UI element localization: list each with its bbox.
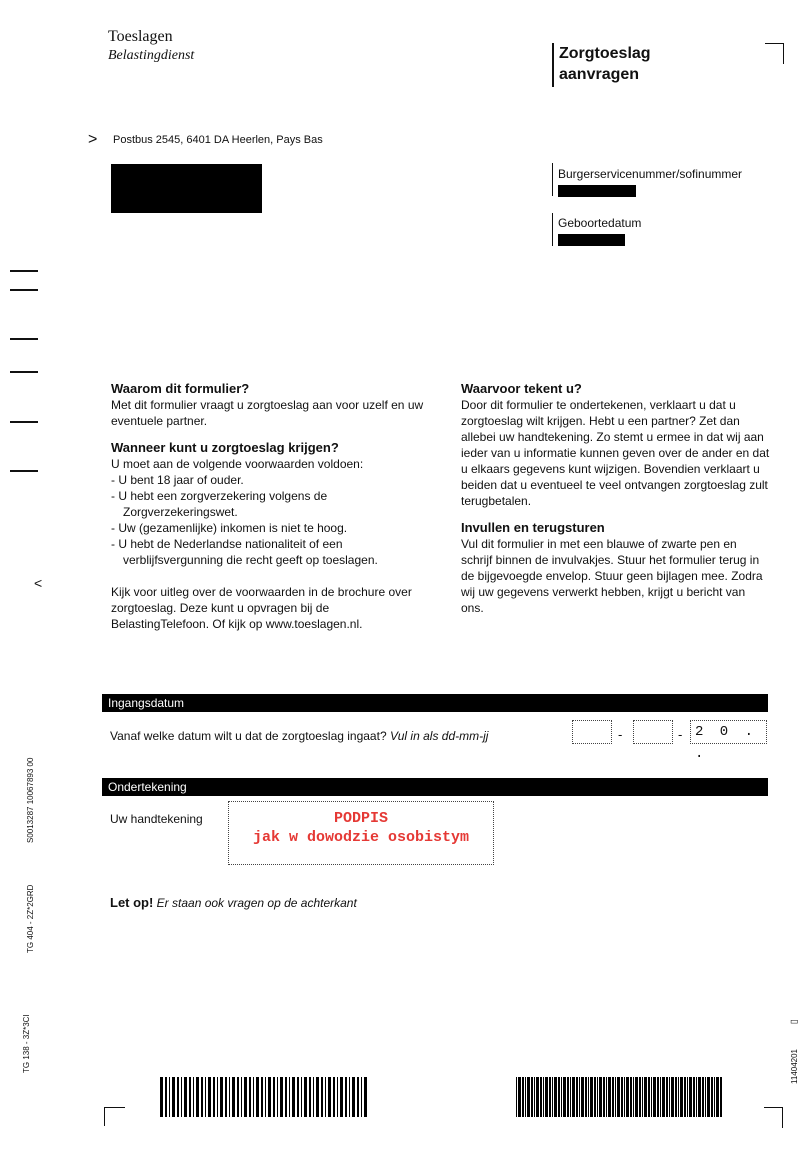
- barcode-stripe: [698, 1077, 701, 1117]
- barcode-stripe: [617, 1077, 620, 1117]
- signature-field[interactable]: [228, 801, 494, 865]
- barcode-stripe: [337, 1077, 338, 1117]
- barcode-stripe: [321, 1077, 323, 1117]
- barcode-stripe: [181, 1077, 182, 1117]
- sign-text: Door dit formulier te ondertekenen, verklaart u dat u zorgtoeslag wilt krijgen. Hebt u een partner? Zet dan allebei uw handtekening. Zo stemt u ermee in dat wij aan ieder van u informatie kunnen geven over de ander en dat u elkaars gegevens kunt wijzigen. Bovendien verklaart u beiden dat u eventueel te veel ontvangen zorgtoeslag zult terugbetalen.: [461, 398, 770, 508]
- barcode-stripe: [237, 1077, 239, 1117]
- barcode-stripe: [642, 1077, 643, 1117]
- right-column: [461, 380, 771, 616]
- margin-mark: [10, 470, 38, 472]
- barcode-stripe: [612, 1077, 614, 1117]
- barcode-stripe: [184, 1077, 187, 1117]
- barcode-stripe: [716, 1077, 719, 1117]
- barcode-stripe: [603, 1077, 605, 1117]
- note-text: Er staan ook vragen op de achterkant: [156, 896, 357, 910]
- barcode-stripe: [516, 1077, 517, 1117]
- barcode-stripe: [289, 1077, 290, 1117]
- barcode-stripe: [277, 1077, 278, 1117]
- org-subtitle: Belastingdienst: [108, 48, 195, 63]
- barcode-stripe: [669, 1077, 670, 1117]
- barcode-stripe: [518, 1077, 521, 1117]
- barcode-stripe: [536, 1077, 539, 1117]
- barcode-stripe: [201, 1077, 203, 1117]
- barcode-stripe: [225, 1077, 227, 1117]
- barcode-stripe: [213, 1077, 215, 1117]
- note-bold: Let op!: [110, 895, 154, 910]
- margin-code: S0013287 10067893 00: [26, 757, 35, 843]
- barcode-stripe: [345, 1077, 347, 1117]
- margin-code: 11404201: [790, 1049, 799, 1084]
- when-intro: U moet aan de volgende voorwaarden voldoen:: [111, 457, 364, 471]
- corner-mark-bottom-left: [104, 1107, 125, 1126]
- sign-title: Waarvoor tekent u?: [461, 381, 582, 396]
- barcode-stripe: [660, 1077, 661, 1117]
- why-title: Waarom dit formulier?: [111, 381, 250, 396]
- barcode-stripe: [687, 1077, 688, 1117]
- year-input[interactable]: 2 0 . .: [690, 720, 767, 744]
- arrow-icon: >: [88, 131, 98, 148]
- barcode-stripe: [678, 1077, 679, 1117]
- birthdate-field: [552, 213, 641, 246]
- signature-text-line2: jak w dowodzie osobistym: [252, 829, 470, 846]
- barcode-stripe: [662, 1077, 665, 1117]
- org-name: Toeslagen: [108, 28, 173, 45]
- back-side-note: [110, 895, 357, 910]
- barcode-stripe: [217, 1077, 218, 1117]
- barcode-stripe: [256, 1077, 259, 1117]
- barcode-stripe: [554, 1077, 557, 1117]
- return-address: Postbus 2545, 6401 DA Heerlen, Pays Bas: [113, 134, 323, 146]
- corner-mark-bottom-right: [764, 1107, 783, 1128]
- barcode-stripe: [297, 1077, 299, 1117]
- barcode-stripe: [581, 1077, 584, 1117]
- bsn-field: [552, 163, 742, 196]
- barcode-stripe: [714, 1077, 715, 1117]
- bsn-label: Burgerservicenummer/sofinummer: [558, 167, 743, 181]
- barcode-stripe: [309, 1077, 311, 1117]
- barcode-stripe: [621, 1077, 623, 1117]
- margin-mark: [10, 371, 38, 373]
- margin-code: TG 404 - 2Z*2GRD: [26, 884, 35, 953]
- barcode-stripe: [313, 1077, 314, 1117]
- month-input[interactable]: [633, 720, 673, 744]
- more-info-text: Kijk voor uitleg over de voorwaarden in de brochure over zorgtoeslag. Deze kunt u opvragen bij de BelastingTelefoon. Of kijk op www.toeslagen.nl.: [111, 585, 412, 631]
- barcode-stripe: [525, 1077, 526, 1117]
- list-item: - U hebt de Nederlandse nationaliteit of een verblijfsvergunning die recht geeft op toeslagen.: [111, 537, 378, 567]
- barcode-stripe: [545, 1077, 548, 1117]
- form-title-line2: aanvragen: [559, 66, 640, 83]
- barcode-stripe: [585, 1077, 587, 1117]
- barcode-stripe: [531, 1077, 533, 1117]
- barcode-stripe: [543, 1077, 544, 1117]
- barcode-stripe: [588, 1077, 589, 1117]
- barcode-stripe: [606, 1077, 607, 1117]
- barcode-stripe: [666, 1077, 668, 1117]
- barcode-stripe: [540, 1077, 542, 1117]
- redacted-bsn: [558, 185, 636, 197]
- barcode-stripe: [172, 1077, 175, 1117]
- barcode-stripe: [177, 1077, 179, 1117]
- barcode-stripe: [361, 1077, 362, 1117]
- barcode-stripe: [707, 1077, 710, 1117]
- list-item: - U bent 18 jaar of ouder.: [111, 473, 244, 487]
- barcode-stripe: [229, 1077, 230, 1117]
- corner-mark-top-right: [765, 43, 784, 64]
- barcode-stripe: [280, 1077, 283, 1117]
- barcode-stripe: [205, 1077, 206, 1117]
- redacted-address: [111, 164, 262, 213]
- signature-label: Uw handtekening: [110, 812, 203, 826]
- form-title-line1: Zorgtoeslag: [559, 45, 651, 62]
- left-column: [111, 380, 429, 632]
- why-text: Met dit formulier vraagt u zorgtoeslag aan voor uzelf en uw eventuele partner.: [111, 398, 424, 428]
- section-bar-signature: Ondertekening: [102, 778, 768, 796]
- barcode-stripe: [684, 1077, 686, 1117]
- barcode-stripe: [193, 1077, 194, 1117]
- barcode-stripe: [244, 1077, 247, 1117]
- barcode-left: [160, 1077, 368, 1117]
- margin-mark: [10, 421, 38, 423]
- barcode-stripe: [693, 1077, 695, 1117]
- barcode-stripe: [249, 1077, 251, 1117]
- barcode-stripe: [534, 1077, 535, 1117]
- barcode-stripe: [579, 1077, 580, 1117]
- margin-code: TG 138 - 3Z*3CI: [22, 1014, 31, 1073]
- barcode-stripe: [527, 1077, 530, 1117]
- barcode-stripe: [220, 1077, 223, 1117]
- section-bar-start-date: Ingangsdatum: [102, 694, 768, 712]
- barcode-stripe: [301, 1077, 302, 1117]
- barcode-stripe: [208, 1077, 211, 1117]
- barcode-stripe: [675, 1077, 677, 1117]
- day-input[interactable]: [572, 720, 612, 744]
- barcode-stripe: [552, 1077, 553, 1117]
- barcode-stripe: [558, 1077, 560, 1117]
- barcode-stripe: [633, 1077, 634, 1117]
- barcode-stripe: [273, 1077, 275, 1117]
- when-title: Wanneer kunt u zorgtoeslag krijgen?: [111, 440, 339, 455]
- barcode-stripe: [705, 1077, 706, 1117]
- start-date-question: [110, 729, 488, 743]
- barcode-stripe: [630, 1077, 632, 1117]
- page-mark-icon: ▭: [790, 1016, 799, 1026]
- barcode-stripe: [169, 1077, 170, 1117]
- redacted-birthdate: [558, 234, 625, 246]
- fill-title: Invullen en terugsturen: [461, 520, 605, 535]
- barcode-stripe: [567, 1077, 569, 1117]
- form-title: [552, 43, 651, 87]
- margin-mark: [10, 289, 38, 291]
- barcode-stripe: [304, 1077, 307, 1117]
- barcode-stripe: [648, 1077, 650, 1117]
- margin-mark: [10, 338, 38, 340]
- barcode-stripe: [626, 1077, 629, 1117]
- barcode-stripe: [340, 1077, 343, 1117]
- barcode-right: [516, 1077, 722, 1117]
- barcode-stripe: [232, 1077, 235, 1117]
- barcode-stripe: [639, 1077, 641, 1117]
- barcode-stripe: [572, 1077, 575, 1117]
- barcode-stripe: [651, 1077, 652, 1117]
- barcode-stripe: [241, 1077, 242, 1117]
- conditions-list: [111, 472, 429, 568]
- barcode-stripe: [261, 1077, 263, 1117]
- barcode-stripe: [316, 1077, 319, 1117]
- barcode-stripe: [594, 1077, 596, 1117]
- margin-mark: [10, 270, 38, 272]
- barcode-stripe: [680, 1077, 683, 1117]
- barcode-stripe: [635, 1077, 638, 1117]
- birthdate-label: Geboortedatum: [558, 216, 642, 230]
- barcode-stripe: [328, 1077, 331, 1117]
- date-separator: -: [678, 727, 683, 742]
- barcode-stripe: [608, 1077, 611, 1117]
- barcode-stripe: [570, 1077, 571, 1117]
- barcode-stripe: [624, 1077, 625, 1117]
- barcode-stripe: [522, 1077, 524, 1117]
- barcode-stripe: [292, 1077, 295, 1117]
- barcode-stripe: [696, 1077, 697, 1117]
- barcode-stripe: [268, 1077, 271, 1117]
- barcode-stripe: [711, 1077, 713, 1117]
- barcode-stripe: [357, 1077, 359, 1117]
- barcode-stripe: [590, 1077, 593, 1117]
- barcode-stripe: [253, 1077, 254, 1117]
- barcode-stripe: [364, 1077, 367, 1117]
- start-date-hint: Vul in als dd-mm-jj: [389, 729, 489, 743]
- barcode-stripe: [265, 1077, 266, 1117]
- signature-text-line1: PODPIS: [333, 810, 388, 827]
- barcode-stripe: [576, 1077, 578, 1117]
- barcode-stripe: [671, 1077, 674, 1117]
- list-item: - Uw (gezamenlijke) inkomen is niet te hoog.: [111, 521, 348, 535]
- barcode-stripe: [597, 1077, 598, 1117]
- barcode-stripe: [285, 1077, 287, 1117]
- barcode-stripe: [653, 1077, 656, 1117]
- barcode-stripe: [657, 1077, 659, 1117]
- barcode-stripe: [325, 1077, 326, 1117]
- barcode-stripe: [599, 1077, 602, 1117]
- barcode-stripe: [615, 1077, 616, 1117]
- barcode-stripe: [352, 1077, 355, 1117]
- barcode-stripe: [561, 1077, 562, 1117]
- barcode-stripe: [196, 1077, 199, 1117]
- barcode-stripe: [702, 1077, 704, 1117]
- fold-mark-icon: <: [34, 575, 43, 591]
- fill-text: Vul dit formulier in met een blauwe of zwarte pen en schrijf binnen de invulvakjes. Stuur het formulier terug in de bijgevoegde envelop. Stuur geen bijlagen mee. Zodra wij uw gegevens verwerkt hebben, krijgt u bericht van ons.: [461, 537, 763, 615]
- barcode-stripe: [349, 1077, 350, 1117]
- barcode-stripe: [689, 1077, 692, 1117]
- barcode-stripe: [160, 1077, 163, 1117]
- barcode-stripe: [189, 1077, 191, 1117]
- date-separator: -: [618, 727, 623, 742]
- barcode-stripe: [549, 1077, 551, 1117]
- barcode-stripe: [644, 1077, 647, 1117]
- barcode-stripe: [720, 1077, 722, 1117]
- barcode-stripe: [333, 1077, 335, 1117]
- barcode-stripe: [165, 1077, 167, 1117]
- list-item: - U hebt een zorgverzekering volgens de Zorgverzekeringswet.: [111, 489, 328, 519]
- start-date-question-text: Vanaf welke datum wilt u dat de zorgtoeslag ingaat?: [110, 729, 387, 743]
- barcode-stripe: [563, 1077, 566, 1117]
